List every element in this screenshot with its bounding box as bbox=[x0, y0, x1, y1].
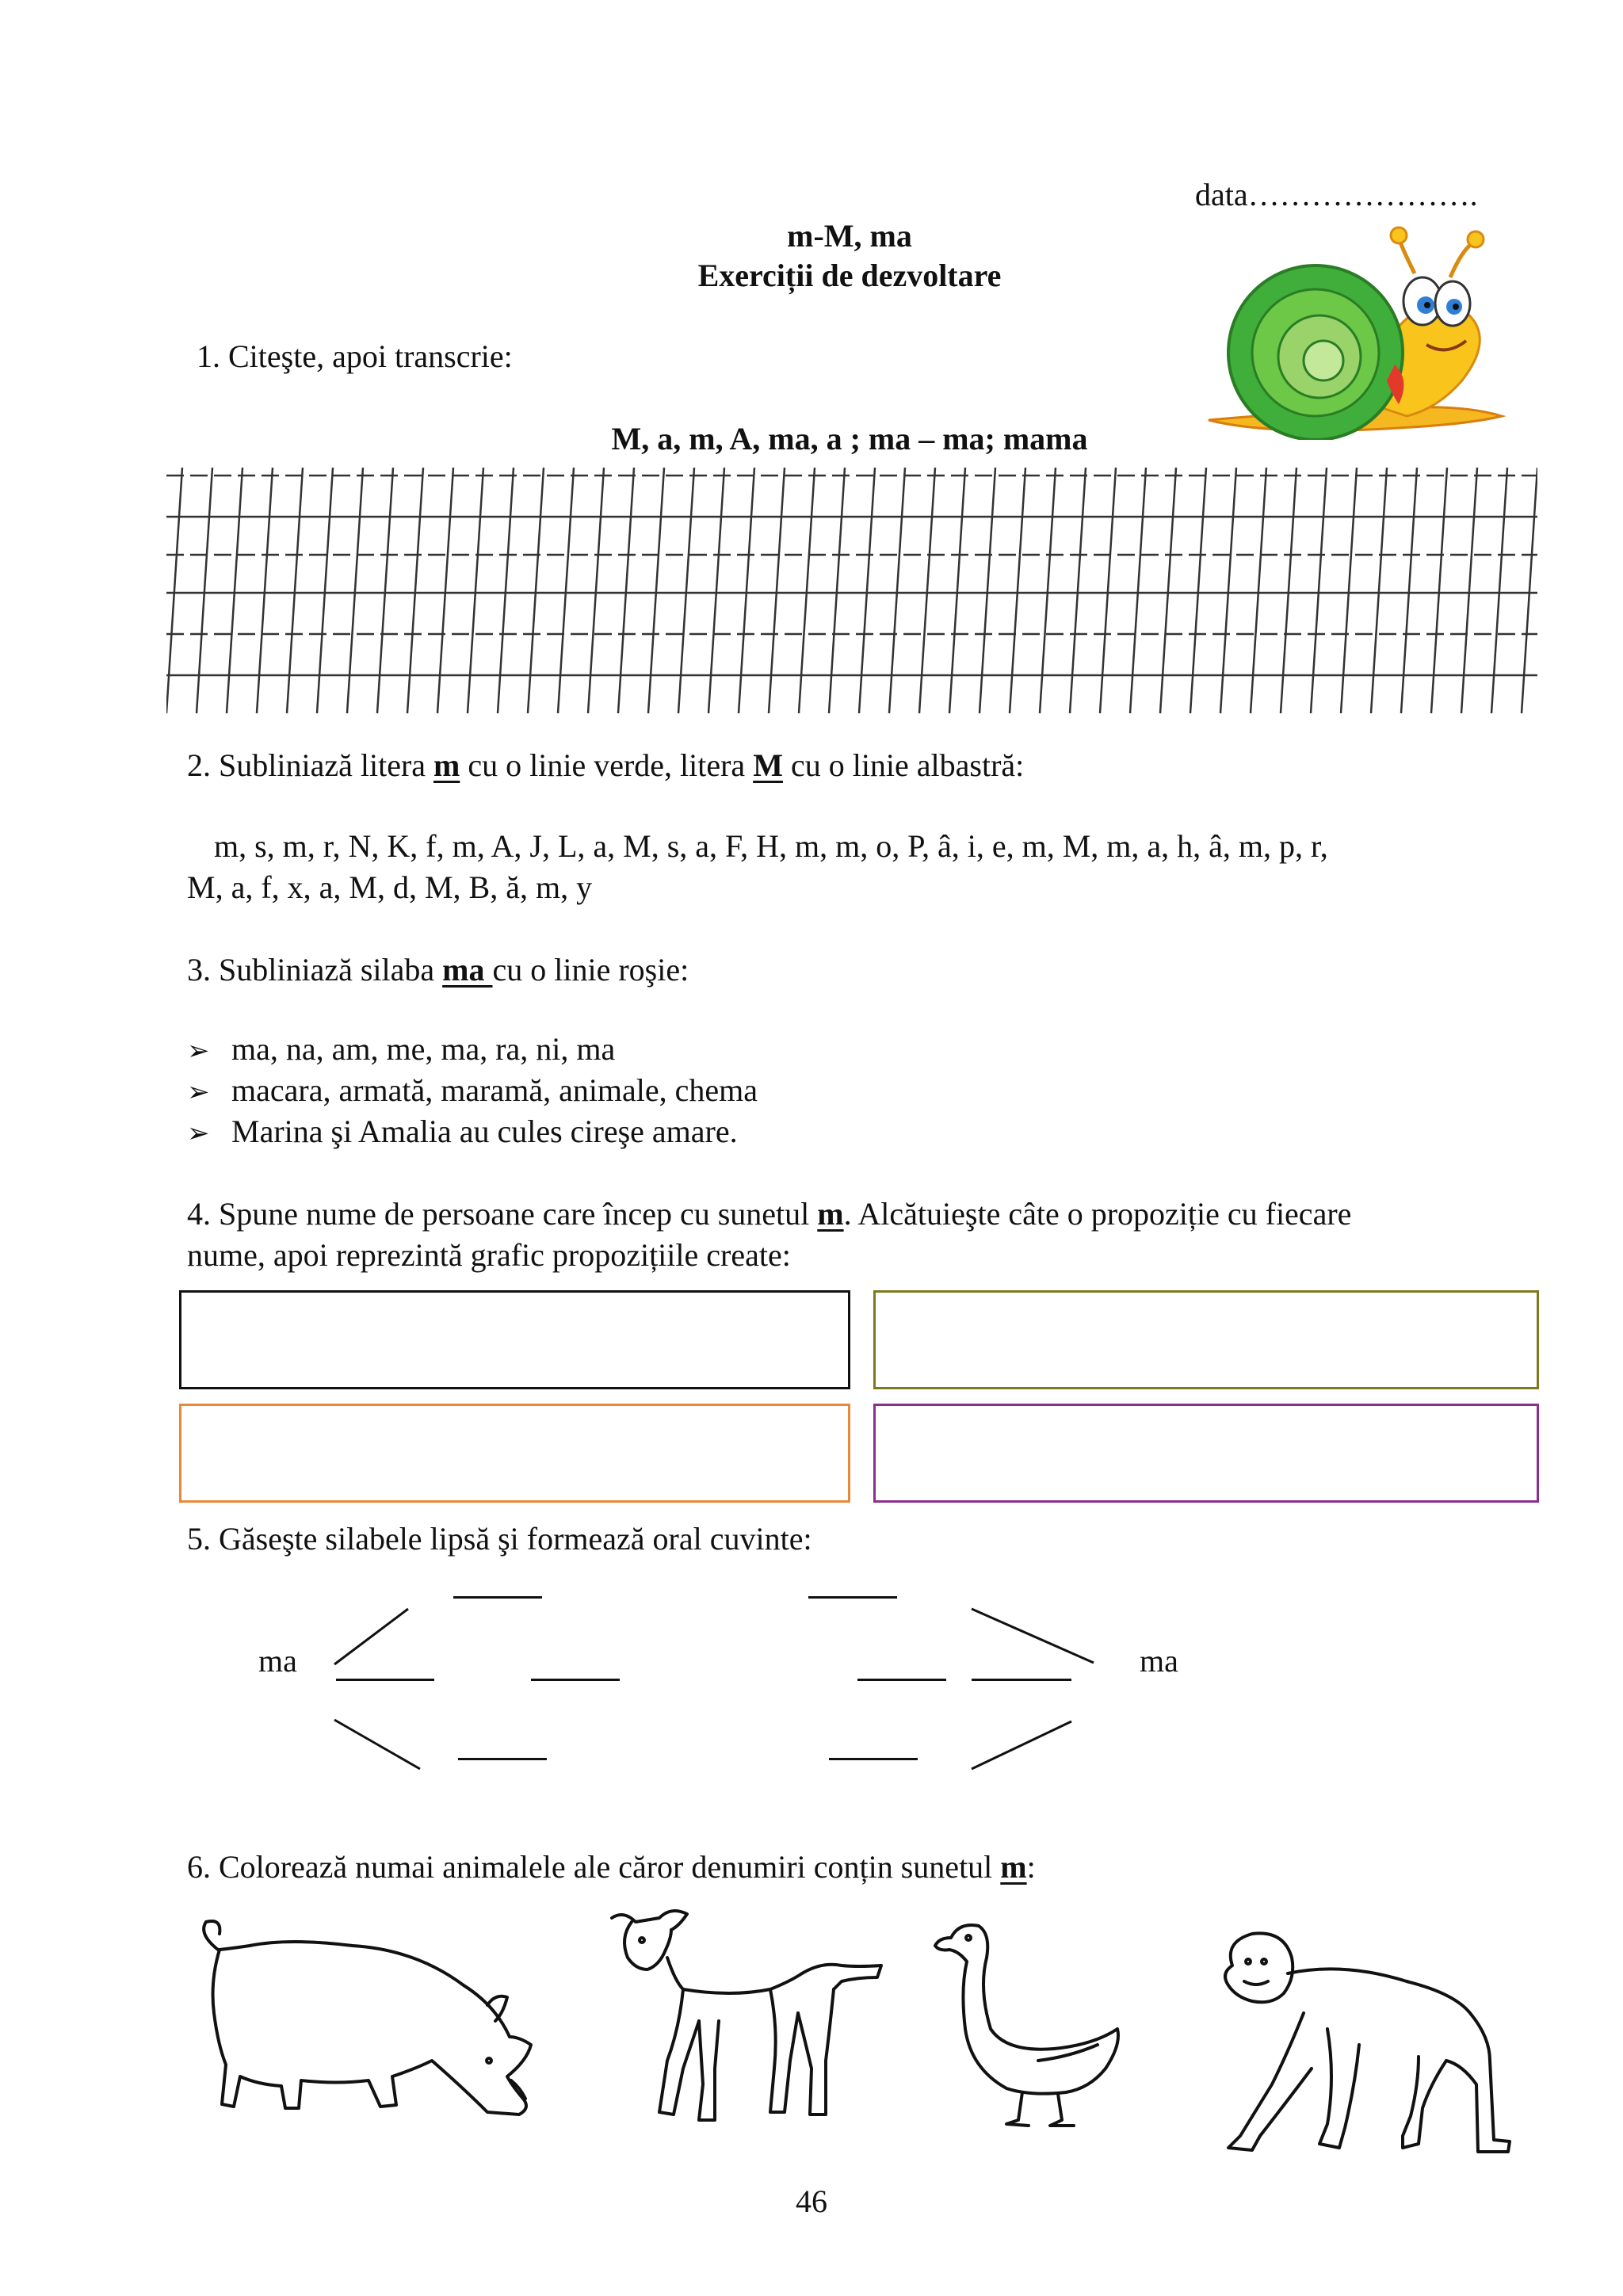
blank-line[interactable] bbox=[808, 1596, 897, 1599]
snail-illustration bbox=[1201, 226, 1518, 440]
sound-m-underlined: m bbox=[1000, 1849, 1027, 1885]
letter-M-underlined: M bbox=[753, 747, 783, 783]
date-label: data…………………. bbox=[1195, 177, 1478, 212]
exercise-4-instruction: 4. Spune nume de persoane care încep cu sunetul m. Alcătuieşte câte o propoziție cu fiecare bbox=[187, 1196, 1352, 1232]
list-item[interactable]: ➢ Marina şi Amalia au cules cireşe amare. bbox=[187, 1111, 738, 1154]
answer-box-3[interactable] bbox=[179, 1404, 850, 1503]
page-number: 46 bbox=[796, 2183, 827, 2219]
left-syllable: ma bbox=[258, 1643, 297, 1679]
calf-drawing[interactable] bbox=[604, 1902, 897, 2140]
exercise-6-instruction: 6. Colorează numai animalele ale căror denumiri conțin sunetul m: bbox=[187, 1849, 1036, 1885]
exercise-2-instruction: 2. Subliniază litera m cu o linie verde, litera M cu o linie albastră: bbox=[187, 747, 1025, 783]
answer-box-2[interactable] bbox=[873, 1290, 1539, 1389]
right-syllable: ma bbox=[1140, 1643, 1178, 1679]
exercise-4-instruction-line-2: nume, apoi reprezintă grafic propozițiile create: bbox=[187, 1237, 791, 1273]
exercise-5-instruction: 5. Găseşte silabele lipsă şi formează oral cuvinte: bbox=[187, 1521, 812, 1557]
list-item[interactable]: ➢ ma, na, am, me, ma, ra, ni, ma bbox=[187, 1029, 615, 1072]
sound-m-underlined: m bbox=[817, 1196, 844, 1232]
monkey-drawing[interactable] bbox=[1209, 1926, 1526, 2164]
syllable-branch-lines bbox=[317, 1601, 1109, 1775]
arrowhead-bullet-icon: ➢ bbox=[187, 1076, 210, 1108]
list-item[interactable]: ➢ macara, armată, maramă, animale, chema bbox=[187, 1070, 758, 1113]
page-title: m-M, ma bbox=[787, 218, 912, 254]
page-subtitle: Exerciții de dezvoltare bbox=[697, 258, 1002, 293]
goose-drawing[interactable] bbox=[927, 1910, 1141, 2148]
letters-line-2[interactable]: M, a, f, x, a, M, d, M, B, ă, m, y bbox=[187, 869, 593, 905]
pig-drawing[interactable] bbox=[194, 1918, 559, 2124]
exercise-3-instruction: 3. Subliniază silaba ma cu o linie roşie: bbox=[187, 952, 689, 988]
exercise-1-model-line: M, a, m, A, ma, a ; ma – ma; mama bbox=[611, 421, 1088, 457]
handwriting-practice-grid[interactable] bbox=[166, 468, 1537, 717]
letter-m-underlined: m bbox=[433, 747, 460, 783]
letters-line-1[interactable]: m, s, m, r, N, K, f, m, A, J, L, a, M, s, a, F, H, m, m, o, P, â, i, e, m, M, m, a, h, â, m, p, r, bbox=[214, 828, 1328, 864]
answer-box-1[interactable] bbox=[179, 1290, 850, 1389]
syllable-ma-underlined: ma bbox=[442, 952, 493, 988]
arrowhead-bullet-icon: ➢ bbox=[187, 1035, 210, 1067]
arrowhead-bullet-icon: ➢ bbox=[187, 1117, 210, 1149]
answer-box-4[interactable] bbox=[873, 1404, 1539, 1503]
exercise-1-instruction: 1. Citeşte, apoi transcrie: bbox=[197, 338, 513, 374]
blank-line[interactable] bbox=[453, 1596, 542, 1599]
